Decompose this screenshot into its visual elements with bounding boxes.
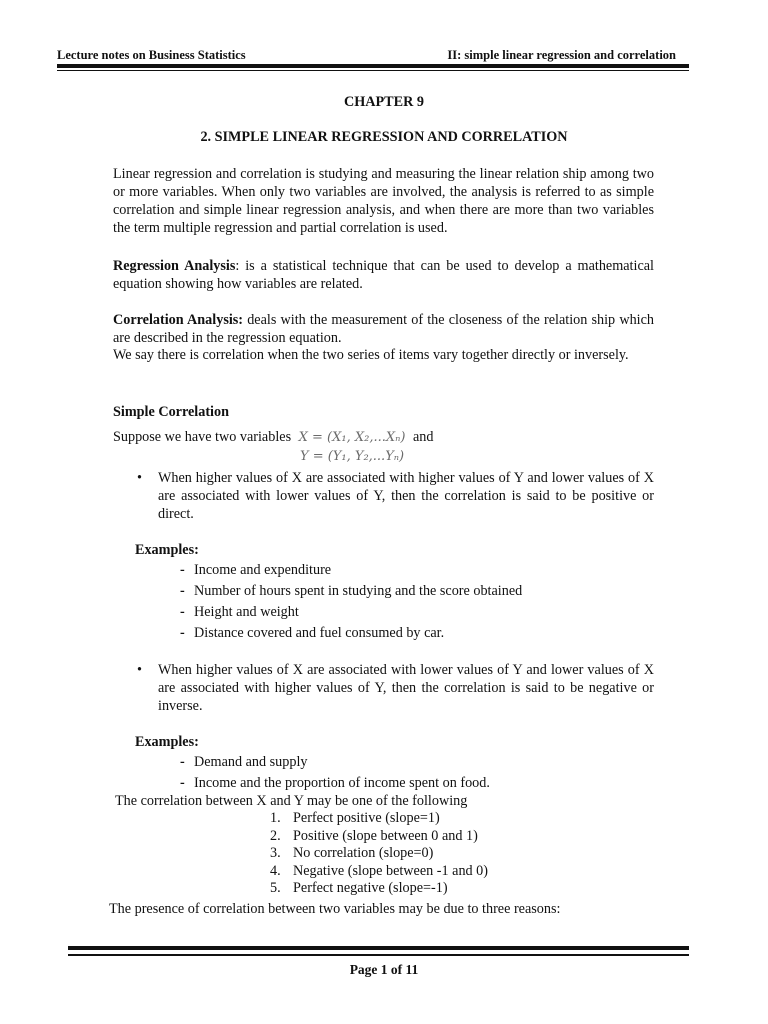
intro-paragraph: Linear regression and correlation is studying and measuring the linear relation ship among two or more variables. When only two variables are involved, the analysis is referred to as simple correlation and simple linear regression analysis, and when there are more than two variables the term multiple regression and partial correlation is used. <box>113 166 654 236</box>
negative-examples-list <box>180 753 490 795</box>
item-text: Positive (slope between 0 and 1) <box>293 827 478 844</box>
list-item: - Distance covered and fuel consumed by car. <box>180 624 522 645</box>
item-text: No correlation (slope=0) <box>293 845 434 862</box>
examples-label-negative: Examples: <box>135 734 199 750</box>
correlation-text: deals with the measurement of the closeness of the relation ship which are described in the regression equation. <box>113 312 654 346</box>
negative-correlation-bullet: When higher values of X are associated with lower values of Y and lower values of X are associated with higher values of Y, then the correlation is said to be negative or inverse. <box>158 662 654 714</box>
list-item: - Income and the proportion of income spent on food. <box>180 774 490 795</box>
list-item: - Height and weight <box>180 603 522 624</box>
footer-rule-thin <box>68 954 689 956</box>
footer-rule-thick <box>68 946 689 950</box>
header-course-title: Lecture notes on Business Statistics <box>57 48 246 62</box>
correlation-note: We say there is correlation when the two series of items vary together directly or inversely. <box>113 347 629 363</box>
item-number: 5. <box>270 880 281 897</box>
positive-correlation-bullet: When higher values of X are associated with higher values of Y and lower values of X are associated with lower values of Y, then the correlation is said to be positive or direct. <box>158 470 654 522</box>
item-number: 2. <box>270 827 281 844</box>
list-item: - Income and expenditure <box>180 561 522 582</box>
correlation-definition <box>113 311 654 347</box>
list-item <box>270 879 488 897</box>
page-number: Page 1 of 11 <box>349 962 419 977</box>
list-item <box>270 809 488 827</box>
bullet-icon: • <box>137 662 142 678</box>
chapter-title: 2. SIMPLE LINEAR REGRESSION AND CORRELATION <box>200 129 568 145</box>
correlation-types-intro: The correlation between X and Y may be one of the following <box>115 793 468 809</box>
list-item: - Demand and supply <box>180 753 490 774</box>
y-variable-definition: Y = (Y₁, Y₂,...Yₙ) <box>300 449 405 464</box>
suppose-line <box>113 428 434 447</box>
item-number: 3. <box>270 845 281 862</box>
regression-text: : is a statistical technique that can be used to develop a mathematical equation showing how variables are related. <box>113 258 654 292</box>
list-item: - Number of hours spent in studying and the score obtained <box>180 582 522 603</box>
item-text: Perfect negative (slope=-1) <box>293 880 448 897</box>
list-item <box>270 862 488 880</box>
regression-definition <box>113 257 654 293</box>
item-text: Negative (slope between -1 and 0) <box>293 862 489 879</box>
chapter-heading: CHAPTER 9 <box>343 94 424 110</box>
suppose-text: Suppose we have two variables <box>113 429 292 445</box>
simple-correlation-heading: Simple Correlation <box>113 404 229 420</box>
list-item <box>270 827 488 845</box>
header-rule-thin <box>57 70 689 71</box>
reasons-sentence: The presence of correlation between two variables may be due to three reasons: <box>109 901 561 917</box>
and-text: and <box>413 429 434 445</box>
correlation-types-list <box>270 809 488 897</box>
item-number: 1. <box>270 810 281 826</box>
item-text: Perfect positive (slope=1) <box>293 810 440 826</box>
regression-term: Regression Analysis <box>113 258 236 274</box>
list-item <box>270 844 488 862</box>
examples-label-positive: Examples: <box>135 542 199 558</box>
item-number: 4. <box>270 862 281 879</box>
bullet-icon: • <box>137 470 142 486</box>
x-variable-definition: X = (X₁, X₂,...Xₙ) <box>298 430 406 445</box>
running-header <box>57 46 676 62</box>
correlation-term: Correlation Analysis: <box>113 312 244 328</box>
positive-examples-list <box>180 561 522 645</box>
header-rule-thick <box>57 64 689 68</box>
header-section-title: II: simple linear regression and correlation <box>447 48 676 62</box>
